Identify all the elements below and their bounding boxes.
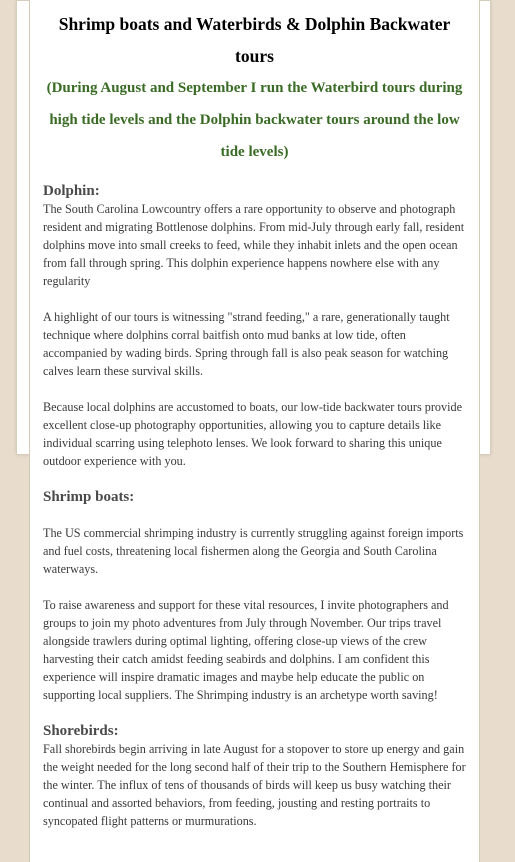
- shorebirds-section: [43, 722, 466, 830]
- dolphin-section: [43, 182, 466, 470]
- page-subtitle: (During August and September I run the Waterbird tours during high tide levels and the Dolphin backwater tours around the low tide levels): [46, 80, 463, 160]
- shorebirds-paragraph-1: Fall shorebirds begin arriving in late August for a stopover to store up energy and gain the weight needed for the long second half of their trip to the Southern Hemisphere for the winter. The influx of tens of thousands of birds will keep us busy watching their continual and assorted behaviors, from feeding, jousting and resting portraits to syncopated flight patterns or murmurations.: [43, 742, 466, 828]
- dolphin-heading: Dolphin:: [43, 183, 100, 199]
- shrimp-paragraph-1: The US commercial shrimping industry is currently struggling against foreign imports and fuel costs, threatening local fishermen along the Georgia and South Carolina waterways.: [43, 526, 464, 576]
- dolphin-paragraph-3: Because local dolphins are accustomed to boats, our low-tide backwater tours provide excellent close-up photography opportunities, allowing you to capture details like individual scarring using telephoto lenses. We look forward to sharing this unique outdoor experience with you.: [43, 400, 462, 468]
- shrimp-section: [43, 488, 466, 704]
- content-column: [29, 0, 480, 862]
- dolphin-paragraph-1: The South Carolina Lowcountry offers a rare opportunity to observe and photograph resident and migrating Bottlenose dolphins. From mid-July through early fall, resident dolphins move into small creeks to feed, while they inhabit inlets and the open ocean from fall through spring. This dolphin experience happens nowhere else with any regularity: [43, 202, 465, 288]
- shrimp-paragraph-2: To raise awareness and support for these vital resources, I invite photographers and groups to join my photo adventures from July through November. Our trips travel alongside trawlers during optimal lighting, offering close-up views of the crew harvesting their catch amidst feeding seabirds and dolphins. I am confident this experience will inspire dramatic images and maybe help educate the public on supporting local suppliers. The Shrimping industry is an archetype worth saving!: [43, 598, 449, 702]
- page-title: Shrimp boats and Waterbirds & Dolphin Backwater tours: [58, 14, 451, 66]
- shorebirds-heading: Shorebirds:: [43, 723, 119, 739]
- shrimp-heading: Shrimp boats:: [43, 489, 135, 505]
- dolphin-paragraph-2: A highlight of our tours is witnessing "strand feeding," a rare, generationally taught technique where dolphins corral baitfish onto mud banks at low tide, often accompanied by wading birds. Spring through fall is also peak season for watching calves learn these survival skills.: [43, 310, 450, 378]
